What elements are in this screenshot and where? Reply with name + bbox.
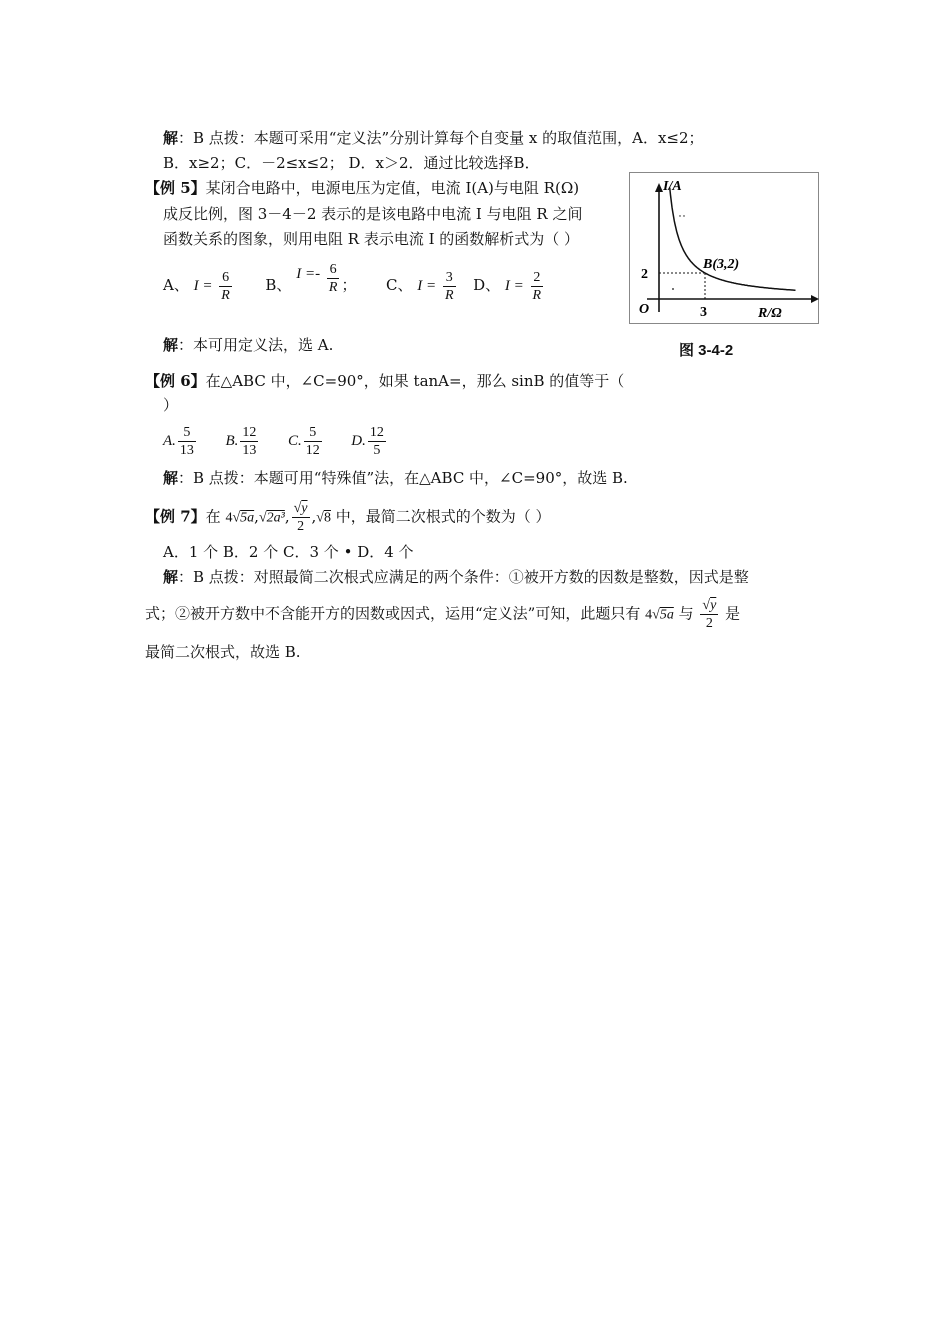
option-a-denominator: 13 (179, 442, 194, 458)
option-d-numerator: 2 (531, 269, 544, 287)
example-6-solution (163, 468, 628, 488)
option-a-fraction (219, 269, 232, 304)
option-b-fraction (327, 261, 340, 296)
option-a-denominator: R (221, 287, 230, 303)
example-5-options (163, 261, 545, 306)
example-6-tag: 【例 6】 (145, 372, 206, 390)
option-c-prefix: C、 (386, 276, 413, 294)
figure-frame (630, 173, 819, 324)
example-5-line-3: 函数关系的图象，则用电阻 R 表示电流 I 的函数解析式为（ ） (163, 230, 580, 248)
option-c-fraction (304, 424, 322, 459)
option-c-label: C. (287, 433, 302, 449)
option-d (473, 269, 545, 303)
solution-line-1 (163, 128, 704, 148)
denominator: 2 (297, 519, 305, 534)
stray-dot (672, 288, 674, 290)
option-a-label: A. (163, 433, 176, 449)
example-5-line-1 (145, 178, 579, 198)
option-d-lhs: I = (504, 278, 524, 294)
origin-label: O (639, 302, 650, 317)
denominator: 2 (705, 616, 713, 631)
option-d-label: D. (351, 433, 366, 449)
option-b-label: B. (225, 433, 239, 449)
hyperbola-curve (670, 188, 796, 291)
option-a-numerator: 6 (219, 269, 232, 287)
example-5-text-1: 某闭合电路中，电源电压为定值，电流 I(A)与电阻 R(Ω) (205, 179, 580, 197)
option-a (163, 269, 239, 303)
solution-label: 解 (163, 129, 179, 147)
numerator: √y (702, 598, 717, 613)
y-tick-label: 2 (641, 267, 648, 282)
figure-caption: 图 3-4-2 (679, 342, 734, 359)
option-c-numerator: 5 (304, 424, 322, 442)
radical-fraction (700, 597, 718, 632)
radicand: 5a (659, 607, 674, 623)
option-b-numerator: 12 (242, 424, 257, 440)
radical-expression-3 (292, 500, 310, 535)
radical-expression: 4√5a (645, 607, 674, 623)
option-b-denominator: R (328, 279, 338, 295)
radical-expression-1: 4√5a (225, 510, 255, 526)
x-axis-label: R/Ω (758, 306, 782, 321)
option-d-prefix: D、 (473, 276, 501, 294)
option-b-lhs: I =- (296, 266, 321, 282)
option-c-denominator: 12 (305, 442, 320, 458)
solution-label: 解 (163, 469, 179, 487)
example-7-line-1: 【例 7】在 4√5a,√2a³, $\frac{√y}{2}$ ,√8 中，最简二次根式的个数为（ ） (145, 501, 551, 534)
numerator: √y (293, 501, 308, 516)
option-d-numerator: 12 (369, 424, 384, 440)
inverse-proportion-graph (629, 172, 819, 324)
option-d-denominator: R (532, 287, 542, 303)
option-b-numerator: 6 (327, 261, 340, 279)
y-axis-arrow (655, 183, 663, 192)
option-a-numerator: 5 (178, 424, 196, 442)
solution-label: 解 (163, 336, 179, 354)
example-7-solution-line-3: 最简二次根式，故选 B. (145, 643, 301, 661)
option-d-fraction (368, 424, 386, 459)
radicand: 2a³ (266, 510, 285, 526)
solution-text: ：B 点拨：本题可采用“定义法”分别计算每个自变量 x 的取值范围，A．x≤2； (178, 129, 704, 147)
coefficient: 4 (225, 510, 233, 526)
option-c-denominator: R (444, 287, 454, 303)
option-d-denominator: 5 (373, 442, 381, 458)
solution-label: 解 (163, 568, 179, 586)
option-a-lhs: I = (193, 278, 213, 294)
radicand: y (301, 501, 308, 516)
example-5-line-2: 成反比例，图 3－4－2 表示的是该电路中电流 I 与电阻 R 之间 (163, 205, 583, 223)
example-5-tag: 【例 5】 (145, 179, 206, 197)
example-7-options: A．1 个 B．2 个 C．3 个 • D．4 个 (163, 543, 414, 561)
option-c-lhs: I = (417, 278, 437, 294)
connector-text: 与 (678, 604, 694, 623)
option-c (386, 269, 462, 303)
radicand: 8 (323, 510, 331, 526)
y-axis-label: I/A (663, 179, 682, 194)
radical-expression-2: √2a³ (258, 510, 285, 526)
example-6-line-2: ） (163, 396, 179, 414)
example-7-solution-line-1 (163, 567, 749, 587)
solution-text: ：B 点拨：本题可用“特殊值”法，在△ABC 中，∠C=90°，故选 B. (178, 469, 628, 487)
point-label: B(3,2) (703, 257, 740, 272)
example-5-solution (163, 335, 333, 355)
ending-text: 是 (725, 604, 741, 623)
solution-text: ：本可用定义法，选 A. (178, 336, 334, 354)
coefficient: 4 (645, 607, 653, 623)
radical-expression-4: √8 (316, 510, 331, 526)
x-axis-arrow (811, 295, 819, 303)
example-7-tag: 【例 7】 (145, 507, 206, 526)
option-a-fraction (178, 424, 196, 459)
radicand: y (710, 598, 717, 613)
solution-text-1: ：B 点拨：对照最简二次根式应满足的两个条件：①被开方数的因数是整数，因式是整 (178, 568, 749, 586)
option-c-fraction (443, 269, 456, 304)
solution-text-2: 式；②被开方数中不含能开方的因数或因式，运用“定义法”可知，此题只有 (145, 604, 641, 623)
radicand: 5a (240, 510, 255, 526)
example-7-pre: 在 (205, 507, 221, 526)
option-a-prefix: A、 (163, 276, 189, 294)
example-7-solution-line-2 (145, 597, 740, 632)
stray-dot (679, 215, 680, 216)
option-b-prefix: B、 (265, 276, 292, 294)
stray-dot (683, 215, 684, 216)
option-b-denominator: 13 (242, 442, 257, 458)
option-b-suffix: ； (341, 276, 357, 294)
example-6-text: 在△ABC 中，∠C=90°，如果 tanA=，那么 sinB 的值等于（ (205, 372, 625, 390)
solution-line-2: B．x≥2；C．－2≤x≤2； D．x＞2．通过比较选择B． (163, 154, 540, 172)
option-d-fraction (531, 269, 544, 304)
example-6-line-1 (145, 371, 624, 391)
option-b-fraction (240, 424, 258, 459)
x-tick-label: 3 (700, 305, 707, 320)
option-c-numerator: 3 (443, 269, 456, 287)
example-6-options (163, 420, 388, 461)
example-7-post: 中，最简二次根式的个数为（ ） (335, 507, 551, 526)
option-b (265, 261, 361, 295)
